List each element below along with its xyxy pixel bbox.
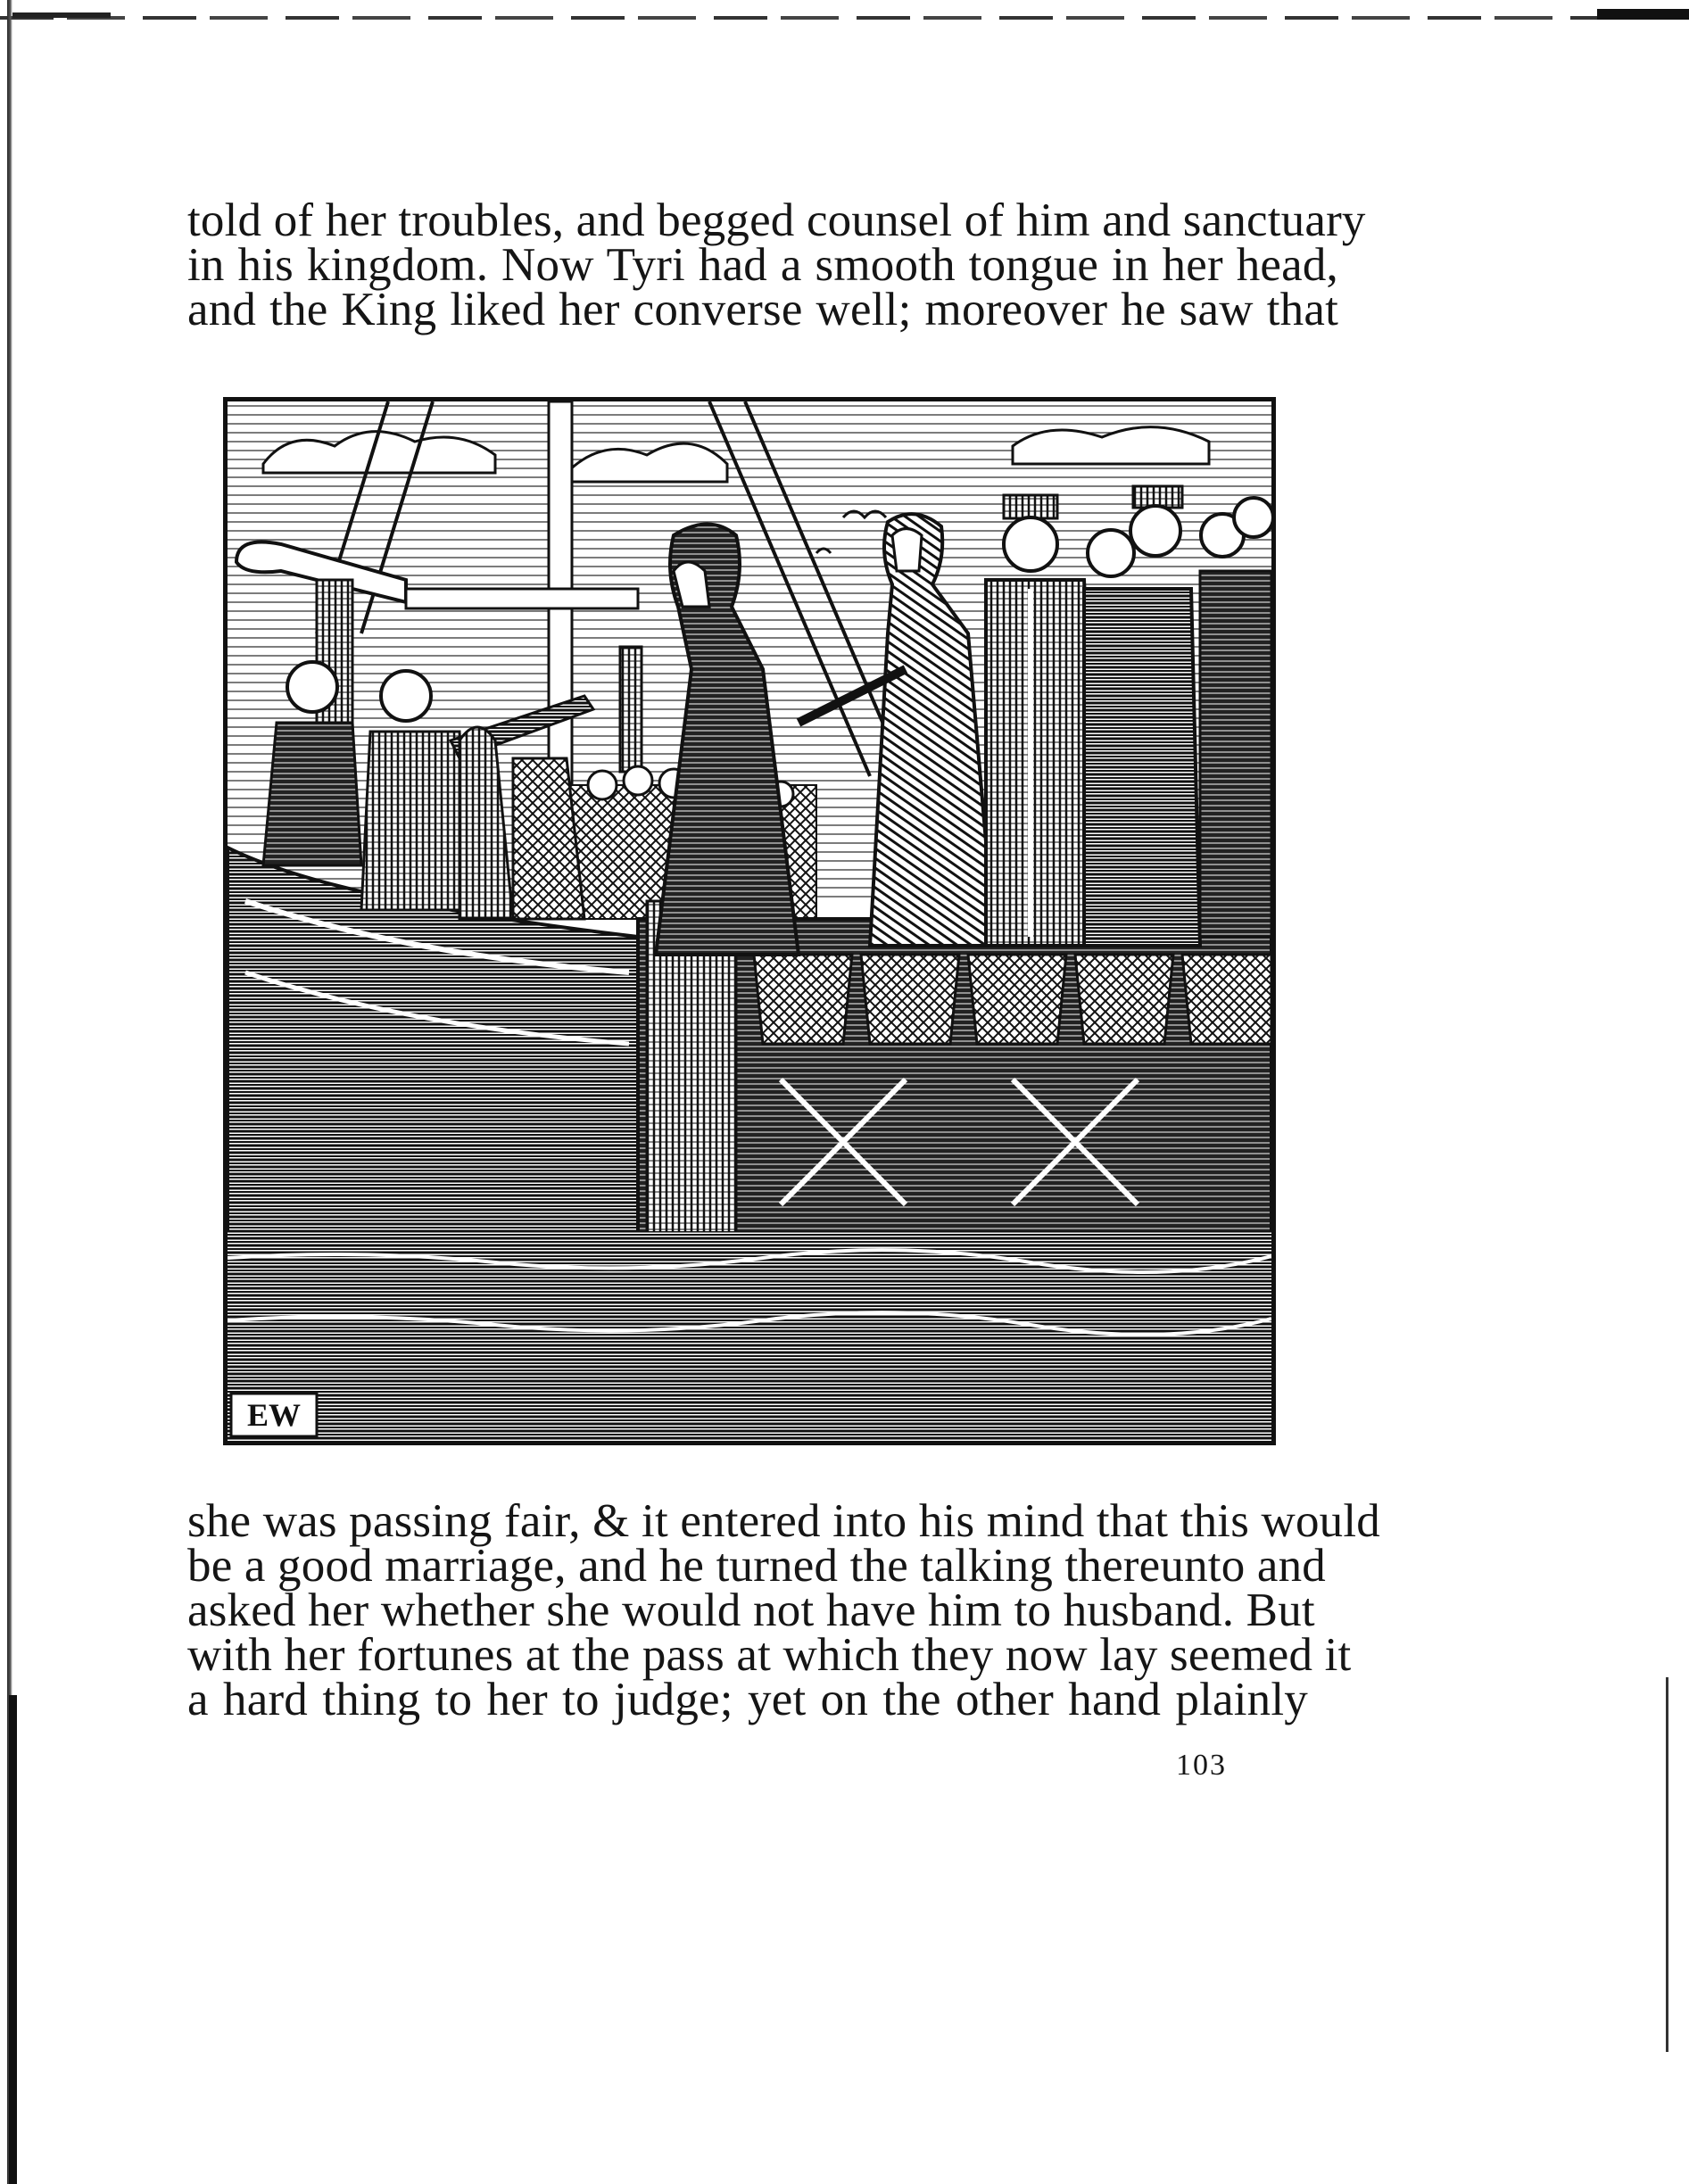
text-line: with her fortunes at the pass at which they now lay seemed it (187, 1629, 1352, 1681)
text-line: asked her whether she would not have him to husband. But (187, 1584, 1315, 1636)
page-number: 103 (1176, 1749, 1227, 1782)
text-line: be a good marriage, and he turned the talking thereunto and (187, 1540, 1326, 1592)
text-line: told of her troubles, and begged counsel of him and sanctuary (187, 194, 1366, 246)
woodcut-illustration (223, 397, 1276, 1445)
text-line: and the King liked her converse well; moreover he saw that (187, 284, 1338, 335)
text-line: in his kingdom. Now Tyri had a smooth tongue in her head, (187, 239, 1338, 291)
monogram-text: EW (246, 1397, 302, 1433)
scan-edge-top (0, 16, 1689, 20)
bottom-paragraph (187, 1495, 1380, 1725)
scan-edge-top-left (12, 12, 111, 18)
scan-edge-left-binding (9, 1695, 17, 2184)
text-line: she was passing fair, & it entered into his mind that this would (187, 1495, 1380, 1547)
text-line: a hard thing to her to judge; yet on the other hand plainly (187, 1674, 1308, 1725)
scan-edge-right (1666, 1677, 1668, 2052)
water (228, 1231, 1271, 1441)
pier-baskets (754, 955, 1271, 1044)
artist-monogram (231, 1394, 317, 1436)
cloud (1013, 427, 1209, 464)
scan-edge-top-right (1597, 9, 1689, 20)
woodcut-drawing (228, 401, 1271, 1441)
top-paragraph (187, 194, 1366, 335)
ship-beam (406, 589, 638, 608)
ship-post (620, 647, 642, 772)
